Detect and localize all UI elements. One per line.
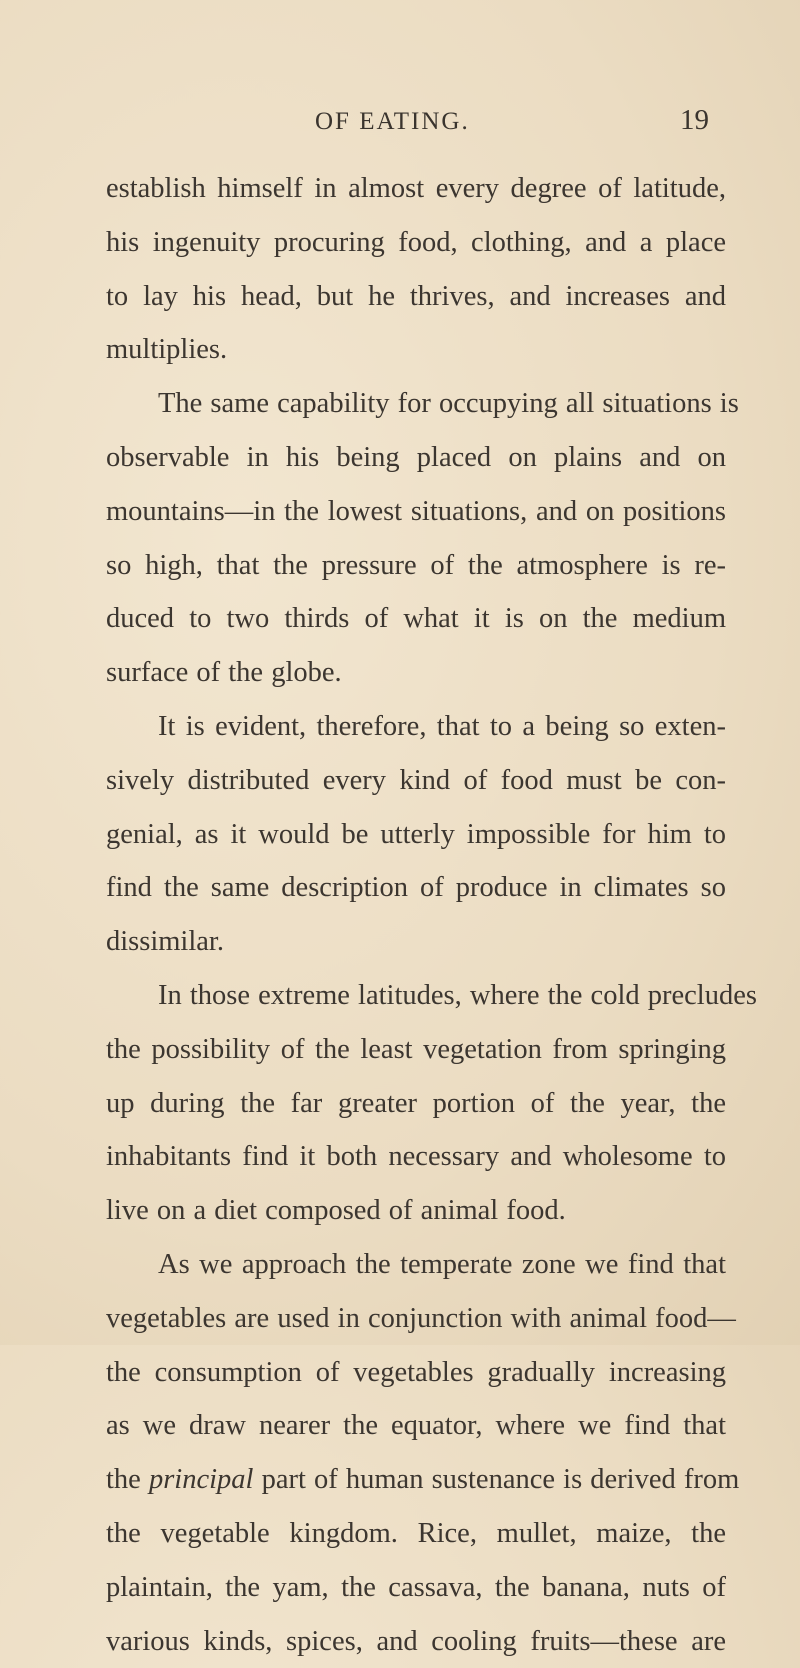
text-line: sively distributed every kind of food must be con- xyxy=(106,764,726,796)
text-line: surface of the globe. xyxy=(106,657,342,689)
running-head xyxy=(0,104,800,144)
text-line: as we draw nearer the equator, where we find that xyxy=(106,1410,726,1442)
text-line: establish himself in almost every degree of latitude, xyxy=(106,173,726,204)
italic-word: principal xyxy=(148,1464,254,1496)
body-text xyxy=(106,162,757,1668)
running-head-title: OF EATING. xyxy=(315,108,470,135)
text-line: mountains—in the lowest situations, and on positions xyxy=(106,495,726,527)
text-line: The same capability for occupying all situations is xyxy=(158,388,739,420)
text-line: his ingenuity procuring food, clothing, and a place xyxy=(106,226,726,258)
text-line: live on a diet composed of animal food. xyxy=(106,1195,566,1227)
text-segment: the xyxy=(106,1464,149,1496)
text-line: observable in his being placed on plains and on xyxy=(106,441,726,473)
text-line: vegetables are used in conjunction with animal food— xyxy=(106,1302,736,1334)
text-line: It is evident, therefore, that to a being so exten- xyxy=(158,710,726,742)
text-line: the possibility of the least vegetation from springing xyxy=(106,1033,726,1065)
text-line: duced to two thirds of what it is on the medium xyxy=(106,603,726,635)
text-line: so high, that the pressure of the atmosphere is re- xyxy=(106,549,726,581)
text-line: In those extreme latitudes, where the cold precludes xyxy=(158,979,757,1011)
page-number: 19 xyxy=(680,104,709,136)
text-line-with-italic xyxy=(106,1453,740,1507)
text-line: genial, as it would be utterly impossible for him to xyxy=(106,818,726,850)
text-line: the consumption of vegetables gradually increasing xyxy=(106,1356,726,1388)
text-line: the vegetable kingdom. Rice, mullet, maize, the xyxy=(106,1517,726,1549)
text-line: dissimilar. xyxy=(106,926,224,958)
text-line: find the same description of produce in climates so xyxy=(106,872,726,904)
text-segment: part of human sustenance is derived from xyxy=(253,1464,740,1496)
text-line: inhabitants find it both necessary and wholesome to xyxy=(106,1141,726,1173)
text-line: up during the far greater portion of the year, the xyxy=(106,1087,726,1119)
text-line: As we approach the temperate zone we find that xyxy=(158,1248,726,1280)
text-line: multiplies. xyxy=(106,334,228,366)
text-line: various kinds, spices, and cooling fruits—these are xyxy=(106,1625,726,1657)
text-line: plaintain, the yam, the cassava, the banana, nuts of xyxy=(106,1571,726,1603)
text-line: to lay his head, but he thrives, and increases and xyxy=(106,280,726,312)
